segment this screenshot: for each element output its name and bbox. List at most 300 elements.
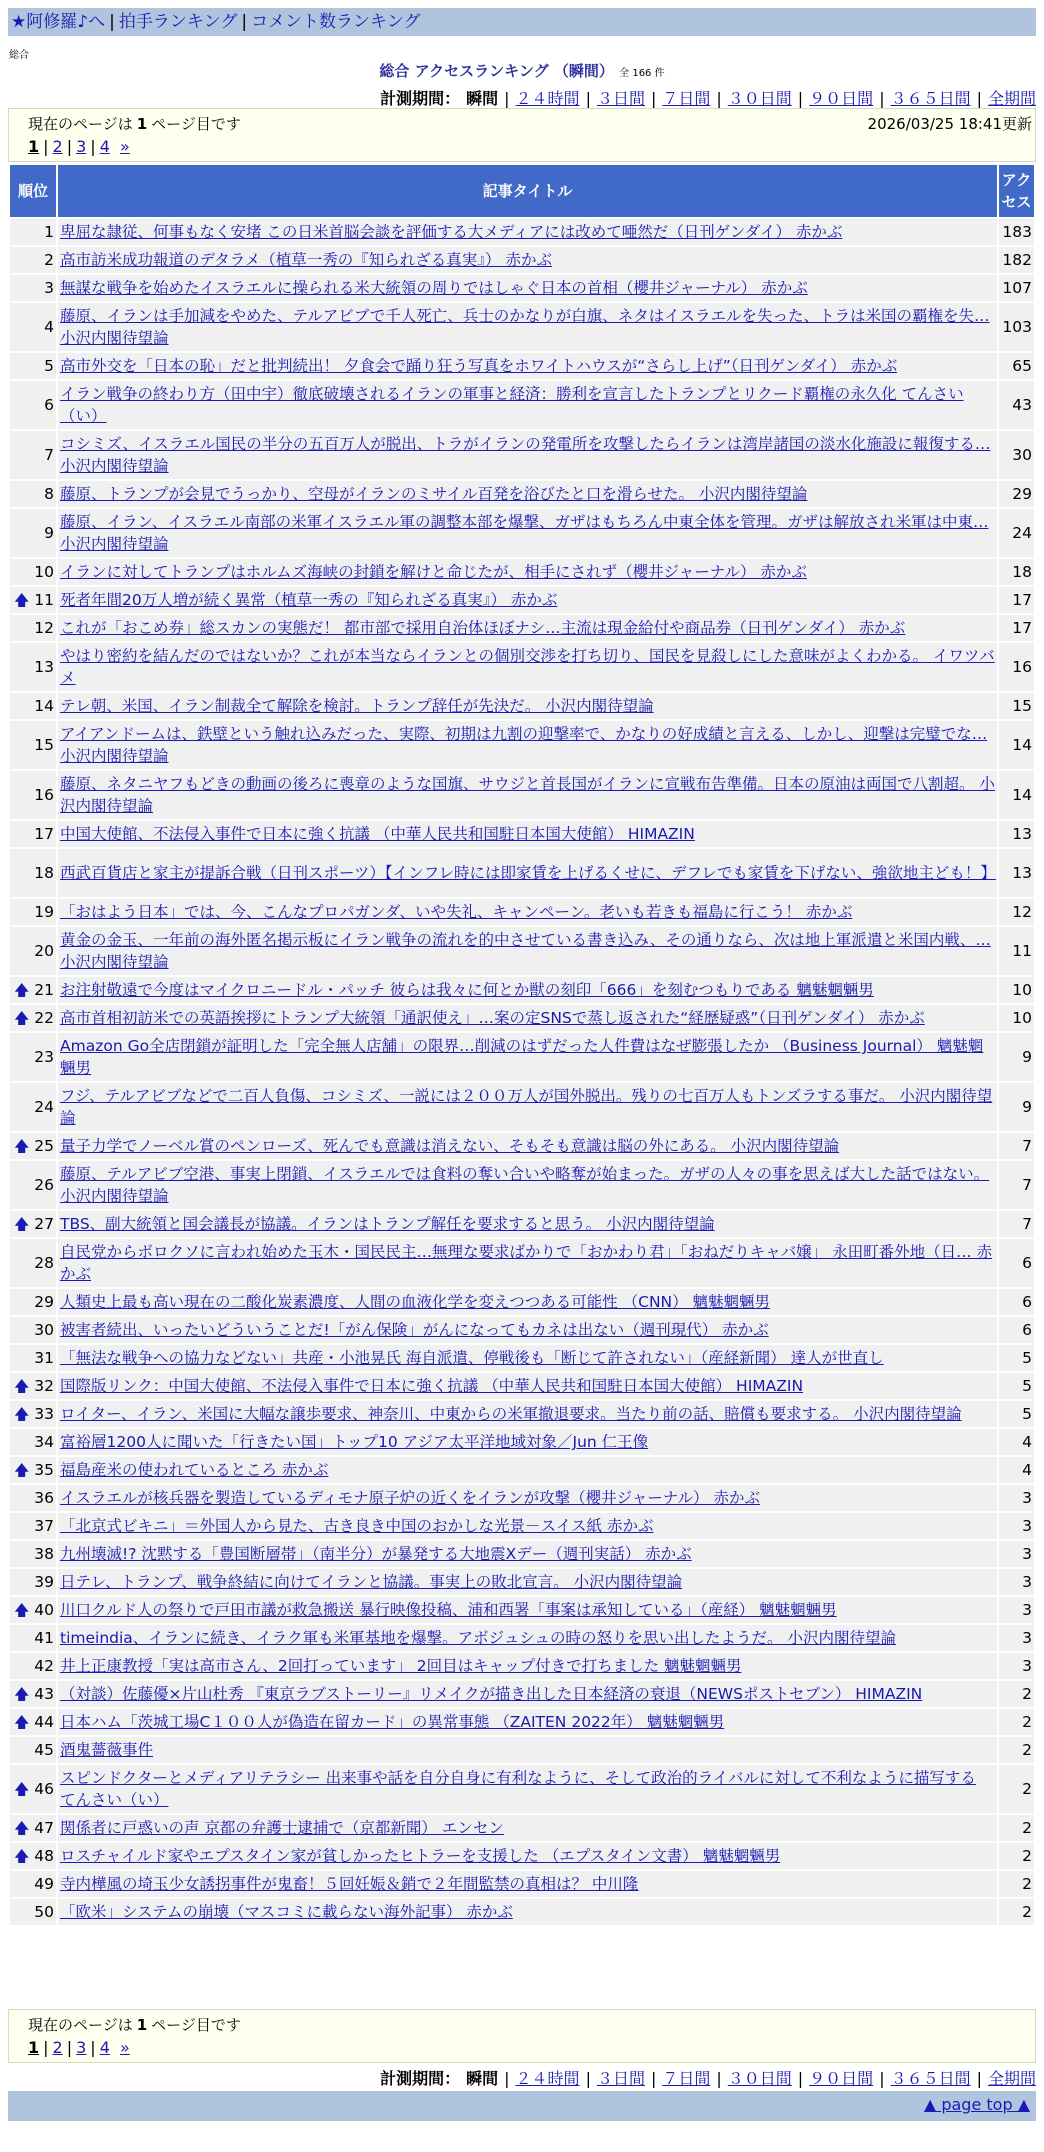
title-cell	[58, 303, 997, 351]
access-count: 7	[999, 1161, 1034, 1209]
rank-cell	[10, 643, 56, 691]
ranking-table	[8, 163, 1036, 1927]
table-row	[10, 1871, 1034, 1897]
page-message-pre: 現在のページは	[28, 115, 133, 133]
rank-number: 12	[34, 619, 54, 637]
separator: |	[504, 2069, 510, 2088]
rank-number: 36	[34, 1489, 54, 1507]
access-count: 2	[999, 1843, 1034, 1869]
rank-cell	[10, 1513, 56, 1539]
rank-cell	[10, 1569, 56, 1595]
article-link[interactable]: 被害者続出、いったいどういうことだ!「がん保険」がんになってもカネは出ない（週刊現代） 赤かぶ	[60, 1321, 769, 1339]
rank-cell	[10, 1485, 56, 1511]
access-count: 15	[999, 693, 1034, 719]
page-current: 1	[28, 137, 40, 156]
current-page-message	[28, 113, 241, 134]
rank-number: 1	[44, 223, 54, 241]
title-cell	[58, 559, 997, 585]
title-cell	[58, 481, 997, 507]
article-link[interactable]: 川口クルド人の祭りで戸田市議が救急搬送 暴行映像投稿、浦和西署「事案は承知している」（産経） 魑魅魍魎男	[60, 1601, 837, 1619]
table-row	[10, 1765, 1034, 1813]
total-count: 全 166 件	[619, 68, 665, 79]
article-link[interactable]: フジ、テルアビブなどで二百人負傷、コシミズ、一説には２００万人が国外脱出。残りの七百万人もトンズラする事だ。 小沢内閣待望論	[60, 1087, 993, 1127]
table-row	[10, 821, 1034, 847]
article-link[interactable]: 黄金の金玉、一年前の海外匿名掲示板にイラン戦争の流れを的中させている書き込み、その通りなら、次は地上軍派遣と米国内戦、… 小沢内閣待望論	[60, 931, 991, 971]
separator: |	[66, 137, 73, 156]
rank-number: 15	[34, 736, 54, 754]
access-count: 12	[999, 899, 1034, 925]
article-link[interactable]: 自民党からボロクソに言われ始めた玉木・国民民主…無理な要求ばかりで「おかわり君」「おねだりキャバ嬢」 永田町番外地（日… 赤かぶ	[60, 1243, 993, 1283]
page-link[interactable]: 3	[76, 137, 87, 156]
rank-number: 28	[34, 1254, 54, 1272]
period-current: 瞬間	[466, 89, 499, 108]
article-link[interactable]: テレ朝、米国、イラン制裁全て解除を検討。トランプ辞任が先決だ。 小沢内閣待望論	[60, 697, 654, 715]
table-row	[10, 977, 1034, 1003]
access-count: 2	[999, 1709, 1034, 1735]
rank-cell	[10, 1133, 56, 1159]
access-count: 14	[999, 771, 1034, 819]
table-row	[10, 1345, 1034, 1371]
rank-cell	[10, 849, 56, 897]
access-count: 5	[999, 1345, 1034, 1371]
title-cell	[58, 849, 997, 897]
rank-number: 32	[34, 1377, 54, 1395]
period-label: 計測期間：	[380, 89, 461, 108]
access-count: 6	[999, 1239, 1034, 1287]
title-cell	[58, 1239, 997, 1287]
rank-cell	[10, 509, 56, 557]
rank-cell	[10, 1843, 56, 1869]
separator: |	[716, 2069, 722, 2088]
access-count: 13	[999, 849, 1034, 897]
title-cell	[58, 771, 997, 819]
access-count: 30	[999, 431, 1034, 479]
rank-number: 13	[34, 658, 54, 676]
rank-cell	[10, 1429, 56, 1455]
title-cell	[58, 1083, 997, 1131]
table-row	[10, 1843, 1034, 1869]
access-count: 9	[999, 1033, 1034, 1081]
title-cell	[58, 821, 997, 847]
rank-up-arrow-icon: 🡅	[14, 1405, 30, 1423]
article-link[interactable]: 藤原、トランプが会見でうっかり、空母がイランのミサイル百発を浴びたと口を滑らせた。 小沢内閣待望論	[60, 485, 808, 503]
article-link[interactable]: （対談）佐藤優×片山杜秀 『東京ラブストーリー』リメイクが描き出した日本経済の衰退（NEWSポストセブン） HIMAZIN	[60, 1685, 923, 1703]
rank-cell	[10, 481, 56, 507]
table-row	[10, 1239, 1034, 1287]
rank-cell	[10, 1317, 56, 1343]
rank-cell	[10, 1899, 56, 1925]
footer-bar	[8, 2091, 1036, 2121]
rank-number: 50	[34, 1903, 54, 1921]
period-link[interactable]: ３６５日間	[890, 89, 971, 108]
table-row	[10, 1737, 1034, 1763]
page-title	[0, 60, 1044, 81]
access-count: 2	[999, 1765, 1034, 1813]
rank-number: 47	[34, 1819, 54, 1837]
article-link[interactable]: 藤原、イランは手加減をやめた、テルアビブで千人死亡、兵士のかなりが白旗、ネタはイスラエルを失った、トラは米国の覇権を失… 小沢内閣待望論	[60, 307, 990, 347]
period-link[interactable]: ７日間	[662, 2069, 711, 2088]
access-count: 3	[999, 1569, 1034, 1595]
table-row	[10, 247, 1034, 273]
access-count: 107	[999, 275, 1034, 301]
period-link[interactable]: ９０日間	[809, 89, 874, 108]
access-count: 6	[999, 1289, 1034, 1315]
rank-number: 41	[34, 1629, 54, 1647]
rank-cell	[10, 1401, 56, 1427]
rank-number: 49	[34, 1875, 54, 1893]
access-count: 182	[999, 247, 1034, 273]
access-count: 3	[999, 1485, 1034, 1511]
table-row	[10, 275, 1034, 301]
rank-cell	[10, 927, 56, 975]
period-link[interactable]: ３日間	[596, 2069, 645, 2088]
period-link[interactable]: ３０日間	[727, 2069, 792, 2088]
article-link[interactable]: 人類史上最も高い現在の二酸化炭素濃度、人間の血液化学を変えつつある可能性 （CNN） 魑魅魍魎男	[60, 1293, 771, 1311]
article-link[interactable]: ロスチャイルド家やエプスタイン家が貧しかったヒトラーを支援した （エプスタイン文書） 魑魅魍魎男	[60, 1847, 781, 1865]
title-cell	[58, 643, 997, 691]
article-link[interactable]: イスラエルが核兵器を製造しているディモナ原子炉の近くをイランが攻撃（櫻井ジャーナル） 赤かぶ	[60, 1489, 760, 1507]
table-row	[10, 219, 1034, 245]
title-cell	[58, 1033, 997, 1081]
period-link[interactable]: ３日間	[596, 89, 645, 108]
article-link[interactable]: 藤原、イラン、イスラエル南部の米軍イスラエル軍の調整本部を爆撃、ガザはもちろん中東全体を管理。ガザは解放され米軍は中東… 小沢内閣待望論	[60, 513, 989, 553]
period-link[interactable]: 全期間	[987, 89, 1036, 108]
article-link[interactable]: スピンドクターとメディアリテラシー 出来事や話を自分自身に有利なように、そして政治的ライバルに対して不利なように描写する てんさい（い）	[60, 1769, 976, 1809]
article-link[interactable]: timeindia、イランに続き、イラク軍も米軍基地を爆撃。アボジュシュの時の怒りを思い出したようだ。 小沢内閣待望論	[60, 1629, 896, 1647]
rank-number: 3	[44, 279, 54, 297]
table-row	[10, 559, 1034, 585]
rank-cell	[10, 303, 56, 351]
current-page-number: 1	[136, 2016, 148, 2034]
rank-cell	[10, 1457, 56, 1483]
separator: |	[976, 2069, 982, 2088]
rank-cell	[10, 247, 56, 273]
page-link[interactable]: 4	[99, 2038, 110, 2057]
period-link[interactable]: ２４時間	[515, 2069, 580, 2088]
title-cell	[58, 587, 997, 613]
table-row	[10, 849, 1034, 897]
title-cell	[58, 1401, 997, 1427]
access-count: 2	[999, 1815, 1034, 1841]
rank-number: 6	[44, 396, 54, 414]
access-count: 183	[999, 219, 1034, 245]
article-link[interactable]: 九州壊滅!? 沈黙する「豊国断層帯」（南半分）が暴発する大地震Xデー（週刊実話） 赤かぶ	[60, 1545, 692, 1563]
rank-number: 23	[34, 1048, 54, 1066]
rank-cell	[10, 1289, 56, 1315]
rank-up-arrow-icon: 🡅	[14, 1137, 30, 1155]
title-cell	[58, 1429, 997, 1455]
article-link[interactable]: 日本ハム「茨城工場C１００人が偽造在留カード」の異常事態 （ZAITEN 2022年） 魑魅魍魎男	[60, 1713, 725, 1731]
article-link[interactable]: 卑屈な隷従、何事もなく安堵 この日米首脳会談を評価する大メディアには改めて唖然だ（日刊ゲンダイ） 赤かぶ	[60, 223, 843, 241]
table-row	[10, 1681, 1034, 1707]
article-link[interactable]: 量子力学でノーベル賞のペンローズ、死んでも意識は消えない、そもそも意識は脳の外にある。 小沢内閣待望論	[60, 1137, 840, 1155]
article-link[interactable]: 藤原、テルアビブ空港、事実上閉鎖、イスラエルでは食料の奪い合いや略奪が始まった。ガザの人々の事を思えば大した話ではない。 小沢内閣待望論	[60, 1165, 990, 1205]
article-link[interactable]: イランに対してトランプはホルムズ海峡の封鎖を解けと命じたが、相手にされず（櫻井ジャーナル） 赤かぶ	[60, 563, 807, 581]
next-page-link[interactable]: »	[120, 137, 130, 156]
rank-cell	[10, 771, 56, 819]
access-count: 14	[999, 721, 1034, 769]
rank-cell	[10, 977, 56, 1003]
title-cell	[58, 1485, 997, 1511]
title-cell	[58, 1625, 997, 1651]
rank-number: 31	[34, 1349, 54, 1367]
rank-number: 2	[44, 251, 54, 269]
page-links	[28, 2038, 130, 2057]
title-cell	[58, 381, 997, 429]
access-count: 18	[999, 559, 1034, 585]
rank-cell	[10, 821, 56, 847]
rank-cell	[10, 1871, 56, 1897]
table-row	[10, 481, 1034, 507]
rank-up-arrow-icon: 🡅	[14, 1685, 30, 1703]
article-link[interactable]: イラン戦争の終わり方（田中宇）徹底破壊されるイランの軍事と経済：勝利を宣言したトランプとリクード覇権の永久化 てんさい（い）	[60, 385, 964, 425]
article-link[interactable]: 藤原、ネタニヤフもどきの動画の後ろに喪章のような国旗、サウジと首長国がイランに宣戦布告準備。日本の原油は両国で八割超。 小沢内閣待望論	[60, 775, 995, 815]
access-count: 16	[999, 643, 1034, 691]
article-link[interactable]: 国際版リンク：中国大使館、不法侵入事件で日本に強く抗議 （中華人民共和国駐日本国大使館） HIMAZIN	[60, 1377, 804, 1395]
article-link[interactable]: 富裕層1200人に聞いた「行きたい国」トップ10 アジア太平洋地域対象／Jun 仁王像	[60, 1433, 649, 1451]
ranking-title: 総合 アクセスランキング （瞬間）	[379, 62, 614, 80]
article-link[interactable]: 高市外交を「日本の恥」だと批判続出！ 夕食会で踊り狂う写真をホワイトハウスが“さらし上げ”（日刊ゲンダイ） 赤かぶ	[60, 357, 898, 375]
access-count: 6	[999, 1317, 1034, 1343]
period-link[interactable]: ７日間	[662, 89, 711, 108]
title-cell	[58, 1457, 997, 1483]
rank-number: 22	[34, 1009, 54, 1027]
access-count: 9	[999, 1083, 1034, 1131]
table-row	[10, 721, 1034, 769]
rank-number: 27	[34, 1215, 54, 1233]
rank-up-arrow-icon: 🡅	[14, 1601, 30, 1619]
article-link[interactable]: 「欧米」システムの崩壊（マスコミに載らない海外記事） 赤かぶ	[60, 1903, 513, 1921]
separator: |	[90, 137, 96, 156]
title-cell	[58, 1899, 997, 1925]
title-cell	[58, 1211, 997, 1237]
rank-up-arrow-icon: 🡅	[14, 1847, 30, 1865]
table-row	[10, 1709, 1034, 1735]
article-link[interactable]: 関係者に戸惑いの声 京都の弁護士逮捕で（京都新聞） エンセン	[60, 1819, 504, 1837]
rank-number: 9	[44, 524, 54, 542]
next-page-link[interactable]: »	[120, 2038, 130, 2057]
home-link[interactable]: ★阿修羅♪へ	[11, 12, 106, 32]
title-cell	[58, 721, 997, 769]
article-link[interactable]: 酒鬼薔薇事件	[60, 1741, 154, 1759]
rank-number: 44	[34, 1713, 54, 1731]
article-link[interactable]: 中国大使館、不法侵入事件で日本に強く抗議 （中華人民共和国駐日本国大使館） HIMAZIN	[60, 825, 695, 843]
table-row	[10, 509, 1034, 557]
rank-number: 18	[34, 864, 54, 882]
rank-number: 37	[34, 1517, 54, 1535]
rank-cell	[10, 721, 56, 769]
access-count: 65	[999, 353, 1034, 379]
access-count: 3	[999, 1625, 1034, 1651]
access-count: 3	[999, 1541, 1034, 1567]
title-cell	[58, 1513, 997, 1539]
table-row	[10, 643, 1034, 691]
title-cell	[58, 1765, 997, 1813]
table-row	[10, 1513, 1034, 1539]
access-count: 7	[999, 1133, 1034, 1159]
separator: |	[716, 89, 722, 108]
table-row	[10, 1429, 1034, 1455]
rank-up-arrow-icon: 🡅	[14, 1215, 30, 1233]
article-link[interactable]: 「北京式ビキニ」＝外国人から見た、古き良き中国のおかしな光景－スイス紙 赤かぶ	[60, 1517, 654, 1535]
rank-number: 30	[34, 1321, 54, 1339]
table-row	[10, 303, 1034, 351]
page-link[interactable]: 4	[99, 137, 110, 156]
pager-bottom	[8, 2009, 1036, 2063]
rank-number: 45	[34, 1741, 54, 1759]
current-page-message	[28, 2014, 241, 2035]
article-link[interactable]: 高市首相初訪米での英語挨拶にトランプ大統領「通訳使え」…案の定SNSで蒸し返された“経歴疑惑”（日刊ゲンダイ） 赤かぶ	[60, 1009, 925, 1027]
article-link[interactable]: 福島産米の使われているところ 赤かぶ	[60, 1461, 329, 1479]
table-row	[10, 1597, 1034, 1623]
table-row	[10, 1133, 1034, 1159]
page-link[interactable]: 2	[52, 137, 63, 156]
page-link[interactable]: 2	[52, 2038, 63, 2057]
access-count: 10	[999, 1005, 1034, 1031]
access-count: 3	[999, 1513, 1034, 1539]
separator: |	[43, 2038, 49, 2057]
rank-number: 21	[34, 981, 54, 999]
article-link[interactable]: 日テレ、トランプ、戦争終結に向けてイランと協議。事実上の敗北宣言。 小沢内閣待望論	[60, 1573, 683, 1591]
table-row	[10, 1317, 1034, 1343]
rank-cell	[10, 1541, 56, 1567]
table-row	[10, 927, 1034, 975]
article-link[interactable]: 「おはよう日本」では、今、こんなプロパガンダ、いや失礼、キャンペーン。老いも若きも福島に行こう！ 赤かぶ	[60, 903, 853, 921]
period-selector-bottom	[380, 2066, 1036, 2089]
access-count: 29	[999, 481, 1034, 507]
period-link[interactable]: ９０日間	[809, 2069, 874, 2088]
article-link[interactable]: 「無法な戦争への協力などない」共産・小池晃氏 海自派遣、停戦後も「断じて許されない」（産経新聞） 達人が世直し	[60, 1349, 884, 1367]
access-count: 5	[999, 1373, 1034, 1399]
title-header: 記事タイトル	[58, 165, 997, 217]
title-cell	[58, 927, 997, 975]
separator: |	[650, 89, 657, 108]
table-row	[10, 1457, 1034, 1483]
article-link[interactable]: 西武百貨店と家主が提訴合戦（日刊スポーツ）【インフレ時には即家賃を上げるくせに、デフレでも家賃を下げない、強欲地主ども！】	[60, 864, 996, 882]
rank-number: 35	[34, 1461, 54, 1479]
access-count: 103	[999, 303, 1034, 351]
access-count: 3	[999, 1597, 1034, 1623]
access-count: 24	[999, 509, 1034, 557]
comment-ranking-link[interactable]: コメント数ランキング	[251, 12, 421, 32]
article-link[interactable]: 死者年間20万人増が続く異常（植草一秀の『知られざる真実』） 赤かぶ	[60, 591, 558, 609]
rank-cell	[10, 275, 56, 301]
article-link[interactable]: コシミズ、イスラエル国民の半分の五百万人が脱出、トラがイランの発電所を攻撃したらイランは湾岸諸国の淡水化施設に報復する… 小沢内閣待望論	[60, 435, 991, 475]
table-row	[10, 1161, 1034, 1209]
rank-cell	[10, 1709, 56, 1735]
access-count: 2	[999, 1681, 1034, 1707]
page-link[interactable]: 3	[76, 2038, 87, 2057]
rank-cell	[10, 353, 56, 379]
separator: |	[879, 89, 885, 108]
rank-cell	[10, 615, 56, 641]
access-count: 2	[999, 1899, 1034, 1925]
applause-ranking-link[interactable]: 拍手ランキング	[118, 12, 238, 32]
rank-number: 16	[34, 786, 54, 804]
rank-cell	[10, 381, 56, 429]
title-cell	[58, 1569, 997, 1595]
article-link[interactable]: お注射敬遠で今度はマイクロニードル・パッチ 彼らは我々に何とか獣の刻印「666」を刻むつもりである 魑魅魍魎男	[60, 981, 874, 999]
period-link[interactable]: ３０日間	[727, 89, 792, 108]
table-row	[10, 1373, 1034, 1399]
rank-number: 19	[34, 903, 54, 921]
rank-cell	[10, 1737, 56, 1763]
article-link[interactable]: ロイター、イラン、米国に大幅な譲歩要求、神奈川、中東からの米軍撤退要求。当たり前の話、賠償も要求する。 小沢内閣待望論	[60, 1405, 962, 1423]
article-link[interactable]: 寺内樺風の埼玉少女誘拐事件が鬼畜！５回妊娠＆銷で２年間監禁の真相は？ 中川隆	[60, 1875, 639, 1893]
rank-cell	[10, 1373, 56, 1399]
article-link[interactable]: 無謀な戦争を始めたイスラエルに操られる米大統領の周りではしゃぐ日本の首相（櫻井ジャーナル） 赤かぶ	[60, 279, 808, 297]
title-cell	[58, 219, 997, 245]
title-cell	[58, 1161, 997, 1209]
rank-number: 38	[34, 1545, 54, 1563]
period-link[interactable]: 全期間	[987, 2069, 1036, 2088]
period-link[interactable]: ２４時間	[515, 89, 580, 108]
table-row	[10, 771, 1034, 819]
table-row	[10, 587, 1034, 613]
article-link[interactable]: 高市訪米成功報道のデタラメ（植草一秀の『知られざる真実』） 赤かぶ	[60, 251, 552, 269]
section-label: 総合	[9, 50, 29, 61]
rank-number: 33	[34, 1405, 54, 1423]
rank-up-arrow-icon: 🡅	[14, 1461, 30, 1479]
page-top-link[interactable]: ▲ page top ▲	[923, 2095, 1030, 2114]
rank-cell	[10, 1033, 56, 1081]
title-cell	[58, 1653, 997, 1679]
title-cell	[58, 1373, 997, 1399]
access-count: 43	[999, 381, 1034, 429]
access-count: 7	[999, 1211, 1034, 1237]
rank-number: 17	[34, 825, 54, 843]
article-link[interactable]: Amazon Go全店閉鎖が証明した「完全無人店舗」の限界…削減のはずだった人件費はなぜ膨張したか （Business Journal） 魑魅魍魎男	[60, 1037, 984, 1077]
updated-timestamp: 2026/03/25 18:41更新	[867, 115, 1032, 133]
article-link[interactable]: 井上正康教授「実は高市さん、2回打っています」 2回目はキャップ付きで打ちました 魑魅魍魎男	[60, 1657, 742, 1675]
article-link[interactable]: TBS、副大統領と国会議長が協議。イランはトランプ解任を要求すると思う。 小沢内閣待望論	[60, 1215, 715, 1233]
rank-number: 20	[34, 942, 54, 960]
page-message-post: ページ目です	[151, 2016, 241, 2034]
title-cell	[58, 1345, 997, 1371]
title-cell	[58, 899, 997, 925]
table-row	[10, 1289, 1034, 1315]
separator: |	[797, 2069, 804, 2088]
rank-cell	[10, 1653, 56, 1679]
rank-up-arrow-icon: 🡅	[14, 1009, 30, 1027]
rank-number: 46	[34, 1780, 54, 1798]
rank-number: 42	[34, 1657, 54, 1675]
page-message-pre: 現在のページは	[28, 2016, 133, 2034]
access-count: 4	[999, 1429, 1034, 1455]
title-cell	[58, 1597, 997, 1623]
separator: |	[976, 89, 982, 108]
article-link[interactable]: アイアンドームは、鉄壁という触れ込みだった、実際、初期は九割の迎撃率で、かなりの好成績と言える、しかし、迎撃は完璧でな… 小沢内閣待望論	[60, 725, 988, 765]
pager-top	[8, 108, 1036, 162]
article-link[interactable]: これが「おこめ券」総スカンの実態だ！ 都市部で採用自治体ほぼナシ…主流は現金給付や商品券（日刊ゲンダイ） 赤かぶ	[60, 619, 906, 637]
rank-cell	[10, 899, 56, 925]
title-cell	[58, 1709, 997, 1735]
title-cell	[58, 509, 997, 557]
page-message-post: ページ目です	[151, 115, 241, 133]
rank-up-arrow-icon: 🡅	[14, 1377, 30, 1395]
rank-cell	[10, 693, 56, 719]
rank-number: 8	[44, 485, 54, 503]
separator: |	[585, 89, 591, 108]
separator: |	[504, 89, 510, 108]
top-nav-bar: ★阿修羅♪へ | 拍手ランキング | コメント数ランキング	[8, 8, 1036, 36]
title-cell	[58, 431, 997, 479]
separator: |	[585, 2069, 591, 2088]
article-link[interactable]: やはり密約を結んだのではないか？これが本当ならイランとの個別交渉を打ち切り、国民を見殺しにした意味がよくわかる。 イワツバメ	[60, 647, 995, 687]
rank-up-arrow-icon: 🡅	[14, 1819, 30, 1837]
access-count: 17	[999, 587, 1034, 613]
period-link[interactable]: ３６５日間	[890, 2069, 971, 2088]
